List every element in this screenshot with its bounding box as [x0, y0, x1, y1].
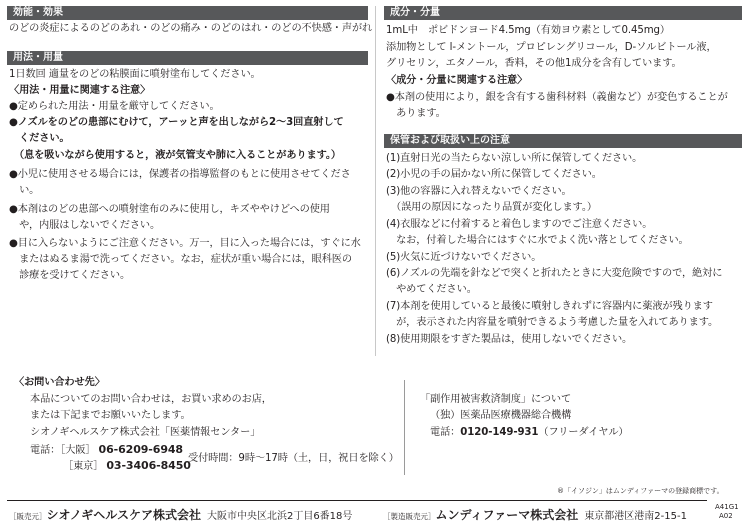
dosage-line: ●ノズルをのどの患部にむけて，アーッと声を出しながら2～3回直射して — [9, 117, 344, 128]
code-a41g1: A41G1 — [715, 503, 739, 511]
storage-line: (7)本剤を使用していると最後に噴射しきれずに容器内に薬液が残ります — [386, 301, 713, 312]
efficacy-text: のどの炎症によるのどのあれ・のどの痛み・のどのはれ・のどの不快感・声がれ — [9, 23, 373, 34]
dosage-line: や，内服はしないでください。 — [9, 220, 161, 231]
composition-note: ●本剤の使用により，銀を含有する歯科材料（義歯など）が変色することが — [386, 92, 728, 103]
contact-company: シオノギヘルスケア株式会社「医薬情報センター」 — [30, 427, 261, 438]
seller-tag: ［販売元］ — [9, 512, 47, 521]
seller-info — [9, 507, 352, 524]
dosage-line: ●定められた用法・用量を厳守してください。 — [9, 101, 220, 112]
storage-line: なお，付着した場合にはすぐに水でよく洗い落としてください。 — [386, 235, 689, 246]
contact-line: 本品についてのお問い合わせは，お買い求めのお店， — [30, 394, 272, 405]
maker-info — [383, 507, 687, 524]
contact-heading: 〈お問い合わせ先〉 — [14, 377, 105, 388]
seller-name: シオノギヘルスケア株式会社 — [46, 508, 201, 522]
dosage-note-heading: 〈用法・用量に関連する注意〉 — [9, 85, 151, 96]
contact-line: または下記までお願いいたします。 — [30, 410, 191, 421]
seller-address: 大阪市中央区北浜2丁目6番18号 — [206, 511, 353, 522]
footer-rule — [7, 500, 707, 501]
storage-line: (4)衣服などに付着すると着色しますのでご注意ください。 — [386, 219, 653, 230]
dosage-line: ●目に入らないようにご注意ください。万一，目に入った場合には，すぐに水 — [9, 238, 361, 249]
relief-phone-number: 0120-149-931 — [460, 427, 539, 438]
dosage-text: 1日数回 適量をのどの粘膜面に噴射塗布してください。 — [9, 69, 261, 80]
relief-phone — [430, 425, 629, 440]
maker-tag: ［製造販売元］ — [383, 512, 436, 521]
composition-note-heading: 〈成分・分量に関連する注意〉 — [386, 75, 528, 86]
composition-header: 成分・分量 — [384, 6, 742, 20]
osaka-label: 電話：［大阪］ — [30, 445, 96, 456]
contact-phone-tokyo — [63, 458, 191, 474]
composition-line: グリセリン，エタノール，香料，その他1成分を含有しています。 — [386, 58, 682, 69]
storage-line: (1)直射日光の当たらない涼しい所に保管してください。 — [386, 153, 643, 164]
storage-line: （誤用の原因になったり品質が変化します。） — [386, 202, 597, 213]
storage-line: (8)使用期限をすぎた製品は，使用しないでください。 — [386, 334, 633, 345]
code-a02: A02 — [719, 512, 733, 520]
relief-phone-note: （フリーダイヤル） — [538, 427, 629, 438]
relief-title: 「副作用被害救済制度」について — [420, 394, 572, 405]
tokyo-label: ［東京］ — [63, 461, 104, 472]
composition-line: 1mL中 ポビドンヨード4.5mg（有効ヨウ素として0.45mg） — [386, 25, 671, 36]
dosage-header: 用法・用量 — [7, 51, 368, 65]
tokyo-phone: 03-3406-8450 — [106, 459, 191, 472]
dosage-line: ●本剤はのどの患部への噴射塗布のみに使用し，キズややけどへの使用 — [9, 204, 330, 215]
storage-line: (2)小児の手の届かない所に保管してください。 — [386, 169, 602, 180]
storage-line: (3)他の容器に入れ替えないでください。 — [386, 186, 572, 197]
contact-phone-osaka — [30, 442, 183, 458]
storage-header: 保管および取扱い上の注意 — [384, 134, 742, 148]
dosage-line: またはぬるま湯で洗ってください。なお，症状が重い場合には，眼科医の — [9, 254, 352, 265]
composition-note: あります。 — [386, 108, 446, 119]
dosage-line: （息を吸いながら使用すると，液が気管支や肺に入ることがあります。） — [9, 150, 341, 161]
maker-address: 東京都港区港南2-15-1 — [584, 511, 687, 522]
dosage-line: い。 — [9, 185, 40, 196]
relief-org: （独）医薬品医療機器総合機構 — [430, 410, 572, 421]
storage-line: (5)火気に近づけないでください。 — [386, 252, 542, 263]
trademark-note: ®「イソジン」はムンディファーマの登録商標です。 — [557, 487, 724, 495]
dosage-line: 診療を受けてください。 — [9, 270, 131, 281]
storage-line: が，表示された内容量を噴射できるよう考慮した量を入れてあります。 — [386, 317, 719, 328]
efficacy-header: 効能・効果 — [7, 6, 368, 20]
storage-line: (6)ノズルの先端を針などで突くと折れたときに大変危険ですので，絶対に — [386, 268, 723, 279]
osaka-phone: 06-6209-6948 — [98, 443, 183, 456]
relief-phone-label: 電話： — [430, 427, 461, 438]
maker-name: ムンディファーマ株式会社 — [435, 508, 579, 522]
contact-hours: 受付時間：9時～17時（土，日，祝日を除く） — [188, 453, 399, 464]
dosage-line: ●小児に使用させる場合には，保護者の指導監督のもとに使用させてくださ — [9, 169, 351, 180]
storage-line: やめてください。 — [386, 284, 477, 295]
contact-divider — [404, 380, 405, 475]
column-divider — [375, 6, 376, 356]
composition-line: 添加物として l-メントール，プロピレングリコール，D-ソルビトール液， — [386, 42, 717, 53]
dosage-line: ください。 — [9, 133, 70, 144]
